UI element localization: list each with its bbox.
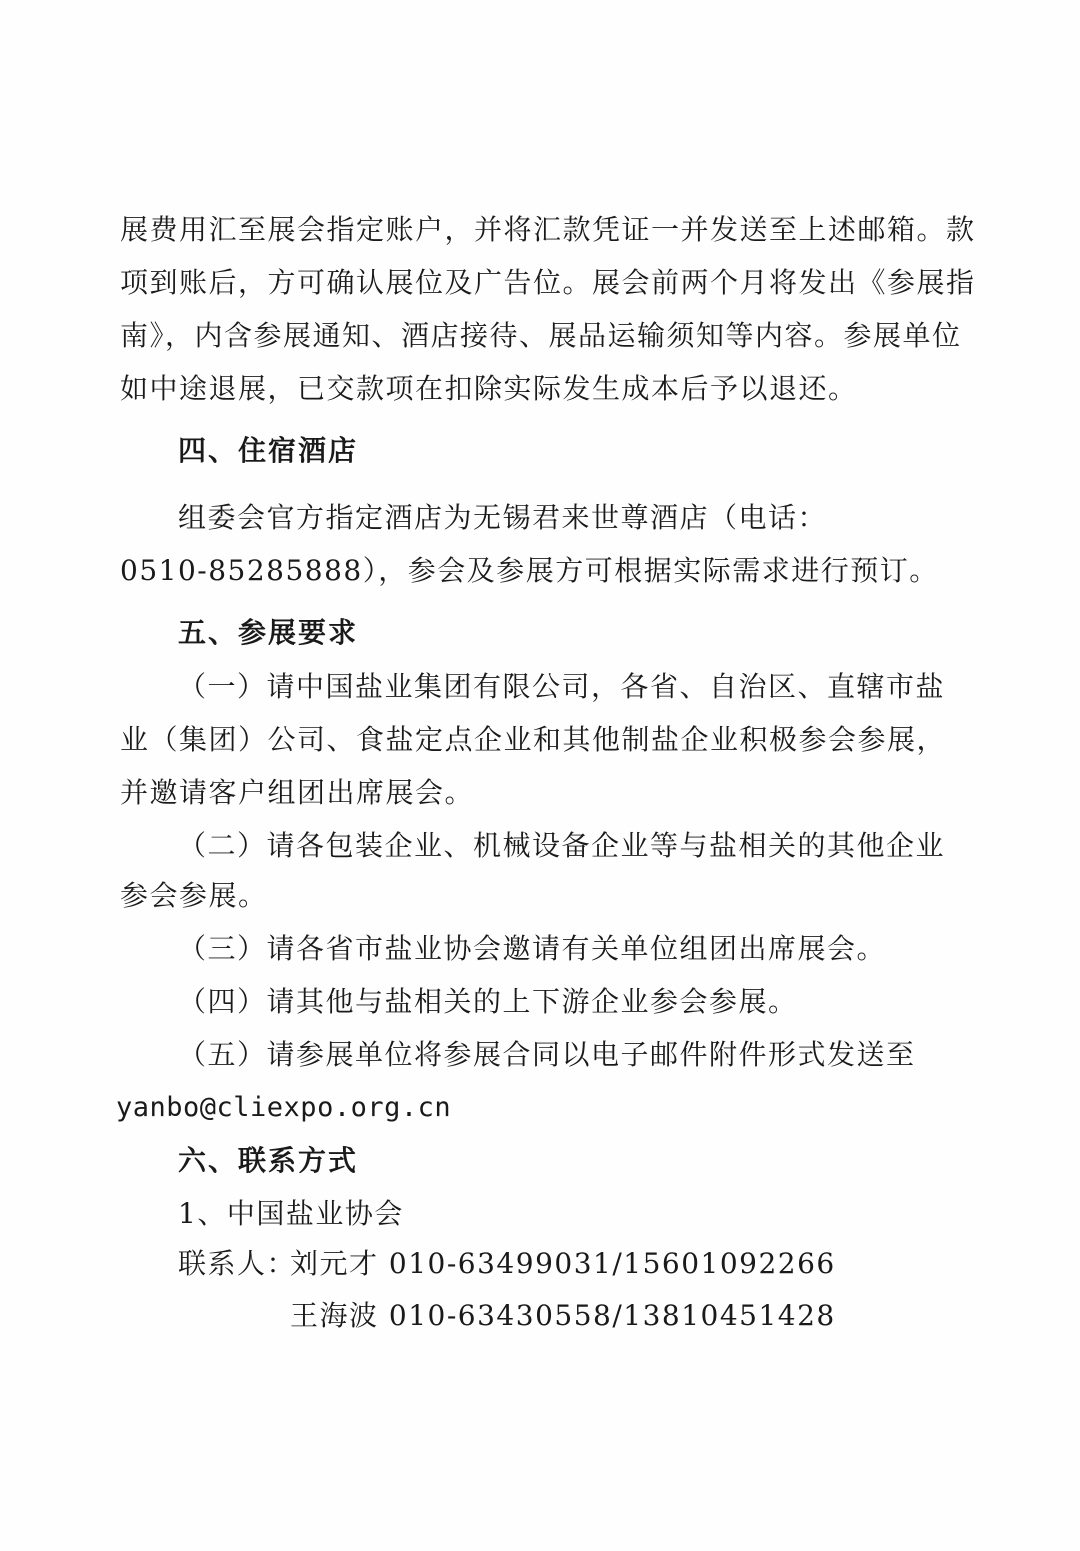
section-6-title: 六、联系方式 [178, 1144, 359, 1177]
requirement-1-line-3: 并邀请客户组团出席展会。 [120, 776, 475, 809]
fees-paragraph-line-1: 展费用汇至展会指定账户，并将汇款凭证一并发送至上述邮箱。款 [120, 213, 976, 246]
contact-person-label: 联系人： [178, 1247, 297, 1280]
requirement-4: （四）请其他与盐相关的上下游企业参会参展。 [178, 985, 798, 1018]
contact-person-2: 王海波 010-63430558/13810451428 [290, 1299, 836, 1332]
requirement-2-line-2: 参会参展。 [120, 879, 268, 912]
requirement-1-line-1: （一）请中国盐业集团有限公司，各省、自治区、直辖市盐 [178, 670, 946, 703]
section-5-title: 五、参展要求 [178, 616, 359, 649]
hotel-line-1: 组委会官方指定酒店为无锡君来世尊酒店（电话： [178, 501, 828, 534]
requirement-2-line-1: （二）请各包装企业、机械设备企业等与盐相关的其他企业 [178, 829, 946, 862]
requirement-3: （三）请各省市盐业协会邀请有关单位组团出席展会。 [178, 932, 887, 965]
organization-1: 1、中国盐业协会 [178, 1197, 404, 1230]
contract-email: yanbo@cliexpo.org.cn [116, 1092, 452, 1123]
requirement-5-line-1: （五）请参展单位将参展合同以电子邮件附件形式发送至 [178, 1038, 916, 1071]
requirement-1-line-2: 业（集团）公司、食盐定点企业和其他制盐企业积极参会参展， [120, 723, 947, 756]
contact-person-1: 刘元才 010-63499031/15601092266 [290, 1247, 836, 1280]
fees-paragraph-line-4: 如中途退展，已交款项在扣除实际发生成本后予以退还。 [120, 372, 858, 405]
hotel-line-2: 0510-85285888），参会及参展方可根据实际需求进行预订。 [120, 554, 939, 587]
section-4-title: 四、住宿酒店 [178, 434, 359, 467]
fees-paragraph-line-2: 项到账后，方可确认展位及广告位。展会前两个月将发出《参展指 [120, 266, 976, 299]
fees-paragraph-line-3: 南》，内含参展通知、酒店接待、展品运输须知等内容。参展单位 [120, 319, 962, 352]
